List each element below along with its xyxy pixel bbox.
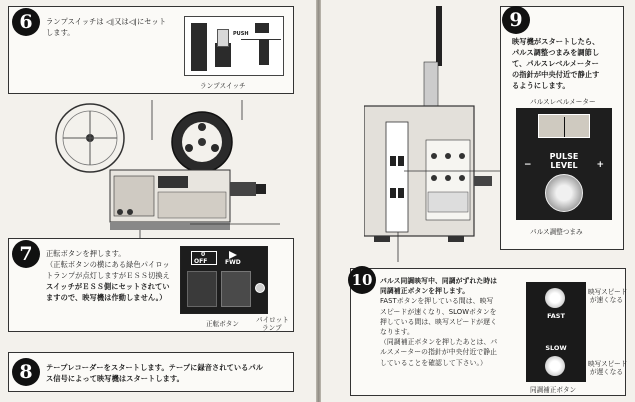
caption-pilot-lamp-2: ランプ (262, 324, 282, 332)
plus-label: + (596, 160, 604, 170)
caption-pulse-level-meter: パルスレベルメーター (530, 98, 596, 106)
caption-pulse-adjust-knob: パルス調整つまみ (530, 228, 583, 236)
projector-side-illustration (364, 6, 500, 262)
caption-slow-1: 映写スピード (588, 360, 628, 368)
fwd-label: FWD (225, 259, 241, 266)
lamp-switch-knob[interactable] (217, 29, 229, 47)
lamp-switch-illustration (184, 16, 284, 76)
caption-fast-2: が速くなる (590, 296, 623, 304)
pulse-level-panel (516, 108, 612, 220)
step-9-number: 9 (502, 6, 530, 34)
slow-label: SLOW (545, 344, 567, 352)
switch-slot-left (191, 23, 207, 71)
projector-lens (230, 182, 256, 196)
step-9-text: 映写機がスタートしたら、 パルス調整つまみを調節し て、パルスレベルメーター の指針が中央付近で静止す るようにします。 (512, 37, 600, 90)
off-top-label: 0 (201, 251, 206, 258)
step-8-text: テープレコーダーをスタートします。テープに録音されているパル ス信号によって映写機はスタートします。 (46, 363, 264, 383)
pilot-lamp-icon (255, 283, 265, 293)
forward-button[interactable] (221, 271, 251, 307)
step-6-text: ランプスイッチは ◁|又は◁|にセット します。 (46, 17, 167, 37)
sync-correction-panel (526, 282, 586, 382)
off-label: OFF (194, 258, 208, 265)
slow-button[interactable] (545, 356, 565, 376)
step-10-number: 10 (348, 266, 376, 294)
pulse-level-meter (538, 114, 590, 138)
caption-lamp-switch: ランプスイッチ (200, 82, 246, 90)
play-arrow-icon (229, 251, 237, 259)
step-7-text: 正転ボタンを押します。 （正転ボタンの横にある緑色パイロッ トランプが点灯しますがＥＳＳ切換え スイッチがＥＳＳ側にセットされてい ますので、映写機は作動しません。） (46, 249, 170, 302)
step-7-number: 7 (12, 240, 40, 268)
caption-fast-1: 映写スピード (588, 288, 628, 296)
pulse-adjust-knob[interactable] (545, 174, 583, 212)
projector-illustration (40, 100, 280, 238)
pulse-label: PULSE (549, 152, 579, 161)
minus-label: − (524, 160, 532, 170)
level-label: LEVEL (550, 161, 578, 170)
caption-pilot-lamp-1: パイロット (256, 316, 289, 324)
step-10-text: パルス同調映写中、同調がずれた時は 同調補正ボタンを押します。 FASTボタンを押している間は、映写 スピードが速くなり、SLOWボタンを 押している間は、映写スピードが遅く なります。 （同調補正ボタンを押したあとは、パ ルスメーターの指針が中央付近で静止 していることを確認して下さい。） (380, 277, 498, 367)
caption-forward-button: 正転ボタン (206, 320, 239, 328)
push-label: PUSH (233, 31, 249, 37)
forward-button-panel (180, 246, 268, 314)
fast-button[interactable] (545, 288, 565, 308)
step-8-number: 8 (12, 358, 40, 386)
caption-sync-buttons: 同調補正ボタン (530, 386, 577, 394)
step-6-number: 6 (12, 8, 40, 36)
lamp-symbol-upper (255, 23, 269, 33)
meter-needle (564, 117, 565, 137)
switch-slot-right (259, 39, 269, 65)
off-button[interactable] (187, 271, 217, 307)
caption-slow-2: が遅くなる (590, 368, 623, 376)
fast-label: FAST (547, 312, 565, 320)
